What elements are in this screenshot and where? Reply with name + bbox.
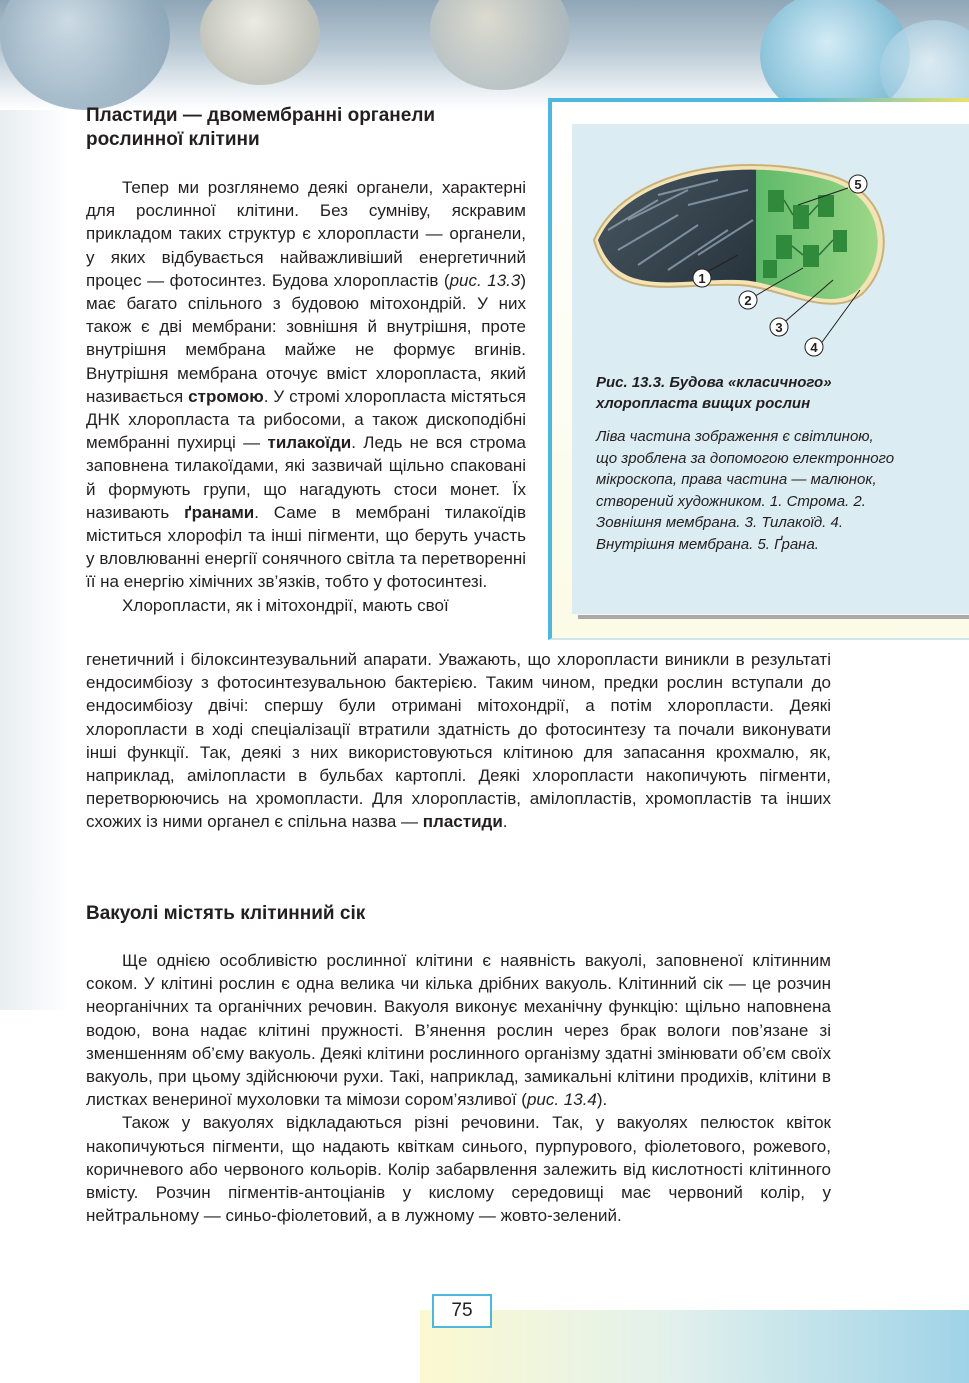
cell-bubble-image [0,0,170,110]
label-1: 1 [698,271,706,286]
cell-bubble-image [430,0,570,90]
label-2: 2 [744,293,752,308]
cell-bubble-image [200,0,320,85]
paragraph-plastids-origin: генетичний і білоксинтезувальний апарати. Уважають, що хлоропласти виникли в результаті ендосимбіозу з фотосинтезувальною бактерією. Таким чином, предки рослин вступали до ендосимбіозу двічі: спершу були отримані мітохондрії, а потім хлоропласти. Деякі хлоропласти в ході спеціалізації втратили здатність до фотосинтезу та почали виконувати інші функції. Так, деякі з них використовуються клітиною для запасання крохмалю, як, наприклад, амілопласти в бульбах картоплі. Деякі хлоропласти накопичують пігменти, перетворюючись на хромопласти. Для хлоропластів, амілопластів, хромопластів та інших схожих із ними органел є спільна назва — пластиди. [86,650,831,832]
footer-decoration [420,1310,969,1383]
term-thylakoids: тилакоїди [267,433,352,453]
paragraph-pigments: Також у вакуолях відкладаються різні речовини. Так, у вакуолях пелюсток квіток накопичуються пігменти, що надають квіткам синього, пурпурового, фіолетового, рожевого, коричневого або червоного кольорів. Колір забарвлення залежить від кислотності клітинного вмісту. Розчин пігментів-антоціанів у кислому середовищі має червоний колір, у нейтральному — синьо-фіолетовий, а в лужному — жовто-зелений. [86,1113,831,1226]
figure-reference: рис. 13.4 [526,1090,597,1110]
label-4: 4 [810,340,818,355]
figure-caption-body: Ліва частина зображення є світлиною, що зроблена за допомогою електронного мікроскопа, права частина — малюнок, створений художником. 1. Строма. 2. Зовнішня мембрана. 3. Тилакоїд. 4. Внутрішня мембрана. 5. Ґрана. [596,428,895,553]
section-heading-plastids: Пластиди — двомембранні органели рослинної клітини [86,105,436,150]
label-3: 3 [775,320,783,335]
page-number: 75 [432,1294,492,1328]
paragraph-vacuoles: Ще однією особливістю рослинної клітини є наявність вакуолі, заповненої клітинним соком. У клітині рослин є одна велика чи кілька дрібних вакуоль. Клітинний сік — це розчин неорганічних та органічних речовин. Вакуоля виконує механічну функцію: щільно наповнена водою, вона надає клітині пружності. В’янення рослин через брак вологи пов’язане зі зменшенням об’єму вакуоль. Деякі клітини рослинного організму здатні змінювати об’єм своїх вакуоль, при цьому здійснюючи рухи. Такі, наприклад, замикальні клітини продихів, клітини в листках венериної мухоловки та мімози сором’язливої (рис. 13.4). [86,951,831,1110]
side-decoration [0,110,70,1010]
header-decoration [0,0,969,110]
term-grana: ґранами [184,502,255,522]
paragraph-lead-line: Хлоропласти, як і мітохондрії, мають свої [122,595,449,615]
figure-caption-title: Рис. 13.3. Будова «класичного» хлоропласта вищих рослин [596,374,832,412]
term-plastids: пластиди [422,812,503,832]
label-5: 5 [854,177,862,192]
section-heading-vacuoles: Вакуолі містять клітинний сік [86,903,366,924]
figure-divider [578,615,969,619]
chloroplast-diagram [588,160,888,360]
section-vacuoles-text [86,949,831,1227]
paragraph-chloroplasts: Тепер ми розглянемо деякі органели, характерні для рослинної клітини. Без сумніву, яскравим прикладом таких структур є хлоропласти — органели, у яких відбувається найважливіший енергетичний процес — фотосинтез. Будова хлоропластів (рис. 13.3) має багато спільного з будовою мітохондрій. У них також є дві мембрани: зовнішня й внутрішня, проте внутрішня мембрана майже не формує вгинів. Внутрішня мембрана оточує вміст хлоропласта, який називається стромою. У стромі хлоропласта містяться ДНК хлоропласта та рибосоми, а також дископодібні мембранні пухирці — тилакоїди. Ледь не вся строма заповнена тилакоїдами, які зазвичай щільно спаковані й формують групи, що нагадують стоси монет. Їх називають ґранами. Саме в мембрані тилакоїдів міститься хлорофіл та інші пігменти, що беруть участь у вловлюванні енергії сонячного світла та перетворенні її на енергію хімічних зв’язків, тобто у фотосинтезі. Хлоропласти, як і мітохондрії, мають свої [86,176,526,617]
term-stroma: стромою [188,386,264,406]
figure-reference: рис. 13.3 [449,270,521,290]
